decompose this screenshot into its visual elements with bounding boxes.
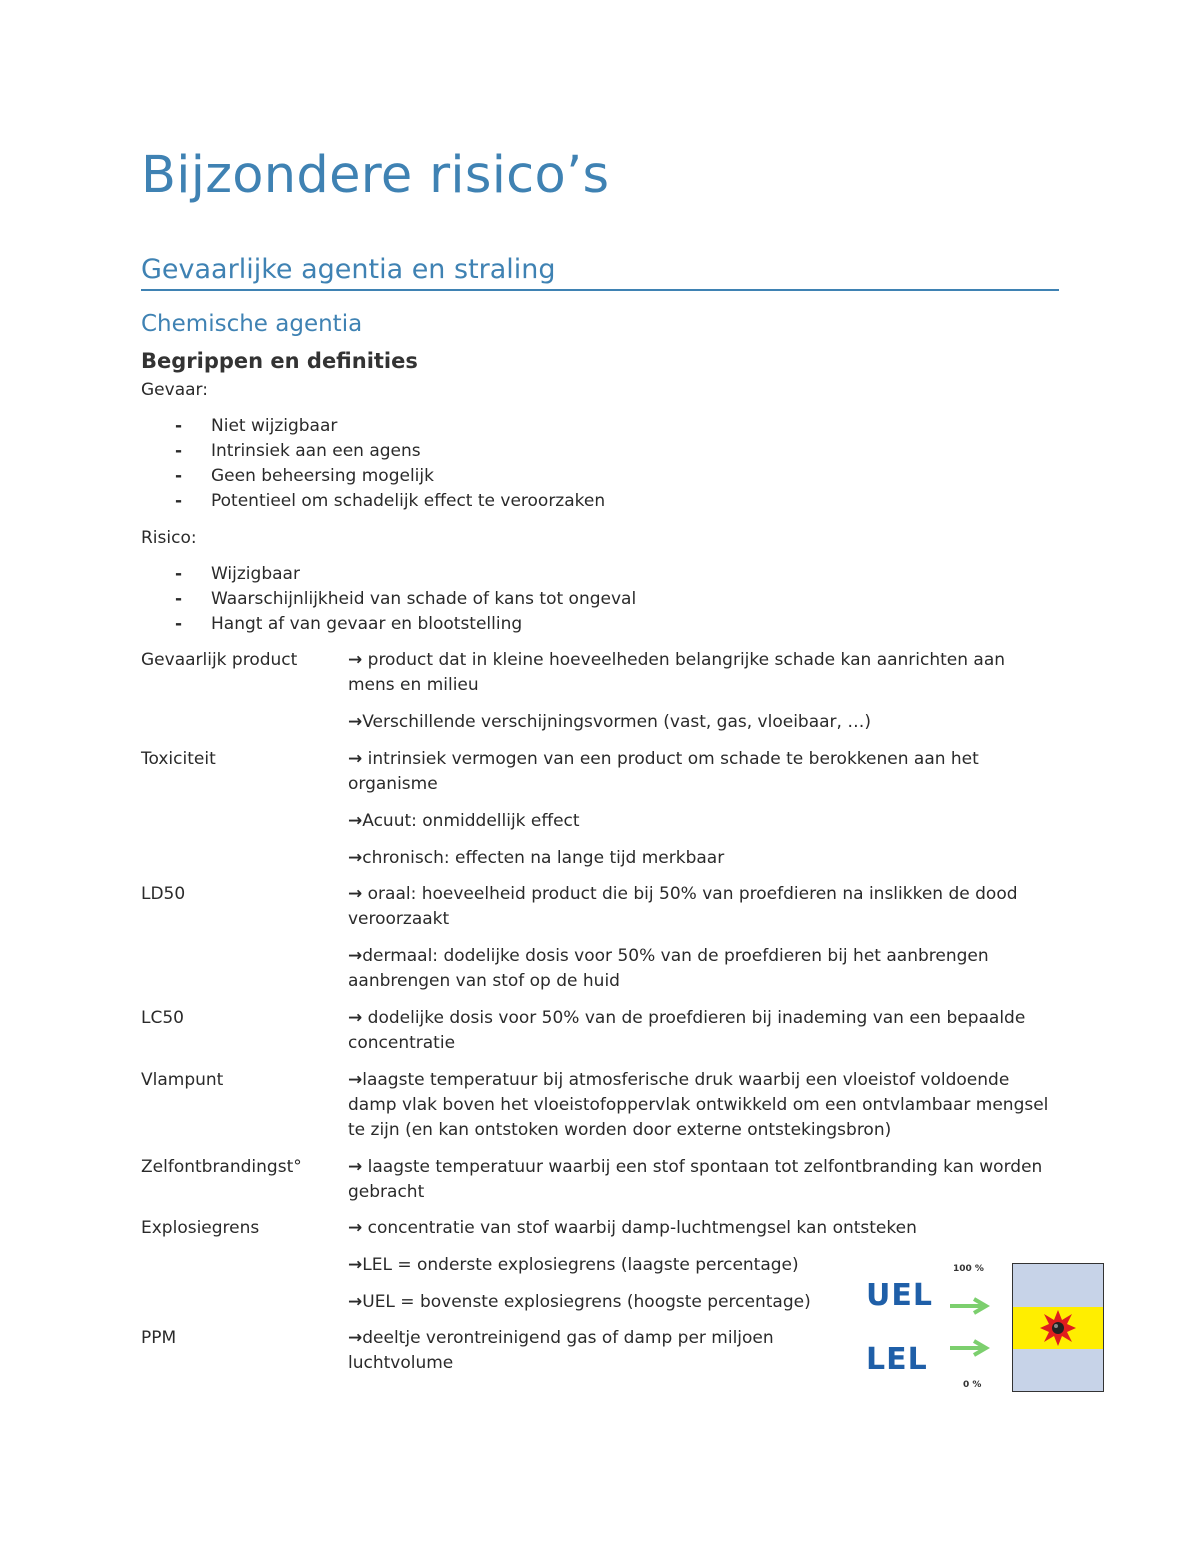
- definition-explosiegrens-2: →LEL = onderste explosiegrens (laagste percentage): [348, 1255, 799, 1275]
- definition-toxiciteit-2: →Acuut: onmiddellijk effect: [348, 811, 580, 831]
- list-item: - Wijzigbaar: [175, 564, 300, 584]
- page-title: Bijzondere risico’s: [141, 146, 610, 205]
- bottom-percentage: 0 %: [963, 1380, 982, 1390]
- uel-label: UEL: [866, 1278, 933, 1313]
- section-heading: Gevaarlijke agentia en straling: [141, 254, 1059, 291]
- list-item: - Geen beheersing mogelijk: [175, 466, 434, 486]
- gevaar-list: [141, 414, 605, 514]
- list-item: - Intrinsiek aan een agens: [175, 441, 421, 461]
- uel-arrow-icon: [948, 1296, 992, 1316]
- definition-ppm-1: →deeltje verontreinigend gas of damp per miljoen luchtvolume: [348, 1328, 774, 1373]
- concentration-column: [1012, 1263, 1104, 1392]
- list-item: - Potentieel om schadelijk effect te veroorzaken: [175, 491, 606, 511]
- term-ld50: LD50: [141, 884, 186, 904]
- term-lc50: LC50: [141, 1008, 184, 1028]
- definition-gevaarlijk-product-2: →Verschillende verschijningsvormen (vast, gas, vloeibaar, …): [348, 712, 871, 732]
- term-toxiciteit: Toxiciteit: [141, 749, 216, 769]
- list-item: - Hangt af van gevaar en blootstelling: [175, 614, 523, 634]
- definition-ld50-1: → oraal: hoeveelheid product die bij 50% van proefdieren na inslikken de dood veroorzaakt: [348, 884, 1018, 929]
- risico-list: [141, 562, 636, 637]
- list-item: - Waarschijnlijkheid van schade of kans tot ongeval: [175, 589, 637, 609]
- list-item: - Niet wijzigbaar: [175, 416, 338, 436]
- term-ppm: PPM: [141, 1328, 177, 1348]
- subsubsection-heading: Begrippen en definities: [141, 349, 418, 373]
- lel-arrow-icon: [948, 1338, 992, 1358]
- definition-vlampunt-1: →laagste temperatuur bij atmosferische druk waarbij een vloeistof voldoende damp vlak boven het vloeistofoppervlak ontwikkeld om een ontvlambaar mengsel te zijn (en kan ontstoken worden door externe ontstekingsbron): [348, 1070, 1049, 1140]
- definition-lc50-1: → dodelijke dosis voor 50% van de proefdieren bij inademing van een bepaalde concentratie: [348, 1008, 1026, 1053]
- definition-ld50-2: →dermaal: dodelijke dosis voor 50% van de proefdieren bij het aanbrengen aanbrengen van stof op de huid: [348, 946, 989, 991]
- definition-explosiegrens-3: →UEL = bovenste explosiegrens (hoogste percentage): [348, 1292, 811, 1312]
- definition-toxiciteit-3: →chronisch: effecten na lange tijd merkbaar: [348, 848, 725, 868]
- subsection-heading: Chemische agentia: [141, 311, 363, 337]
- top-percentage: 100 %: [953, 1264, 984, 1274]
- term-zelfontbranding: Zelfontbrandingst°: [141, 1157, 302, 1177]
- definition-zelfontbranding-1: → laagste temperatuur waarbij een stof spontaan tot zelfontbranding kan worden gebracht: [348, 1157, 1043, 1202]
- term-explosiegrens: Explosiegrens: [141, 1218, 260, 1238]
- explosion-limit-figure: [862, 1260, 1106, 1394]
- definition-explosiegrens-1: → concentratie van stof waarbij damp-luchtmengsel kan ontsteken: [348, 1218, 917, 1238]
- gevaar-label: Gevaar:: [141, 380, 208, 400]
- term-gevaarlijk-product: Gevaarlijk product: [141, 650, 298, 670]
- explosion-icon: [1039, 1309, 1077, 1347]
- definition-gevaarlijk-product-1: → product dat in kleine hoeveelheden belangrijke schade kan aanrichten aan mens en milieu: [348, 650, 1006, 695]
- explosive-range-band: [1013, 1307, 1103, 1349]
- term-vlampunt: Vlampunt: [141, 1070, 224, 1090]
- risico-label: Risico:: [141, 528, 197, 548]
- definition-toxiciteit-1: → intrinsiek vermogen van een product om schade te berokkenen aan het organisme: [348, 749, 979, 794]
- lel-label: LEL: [866, 1342, 928, 1377]
